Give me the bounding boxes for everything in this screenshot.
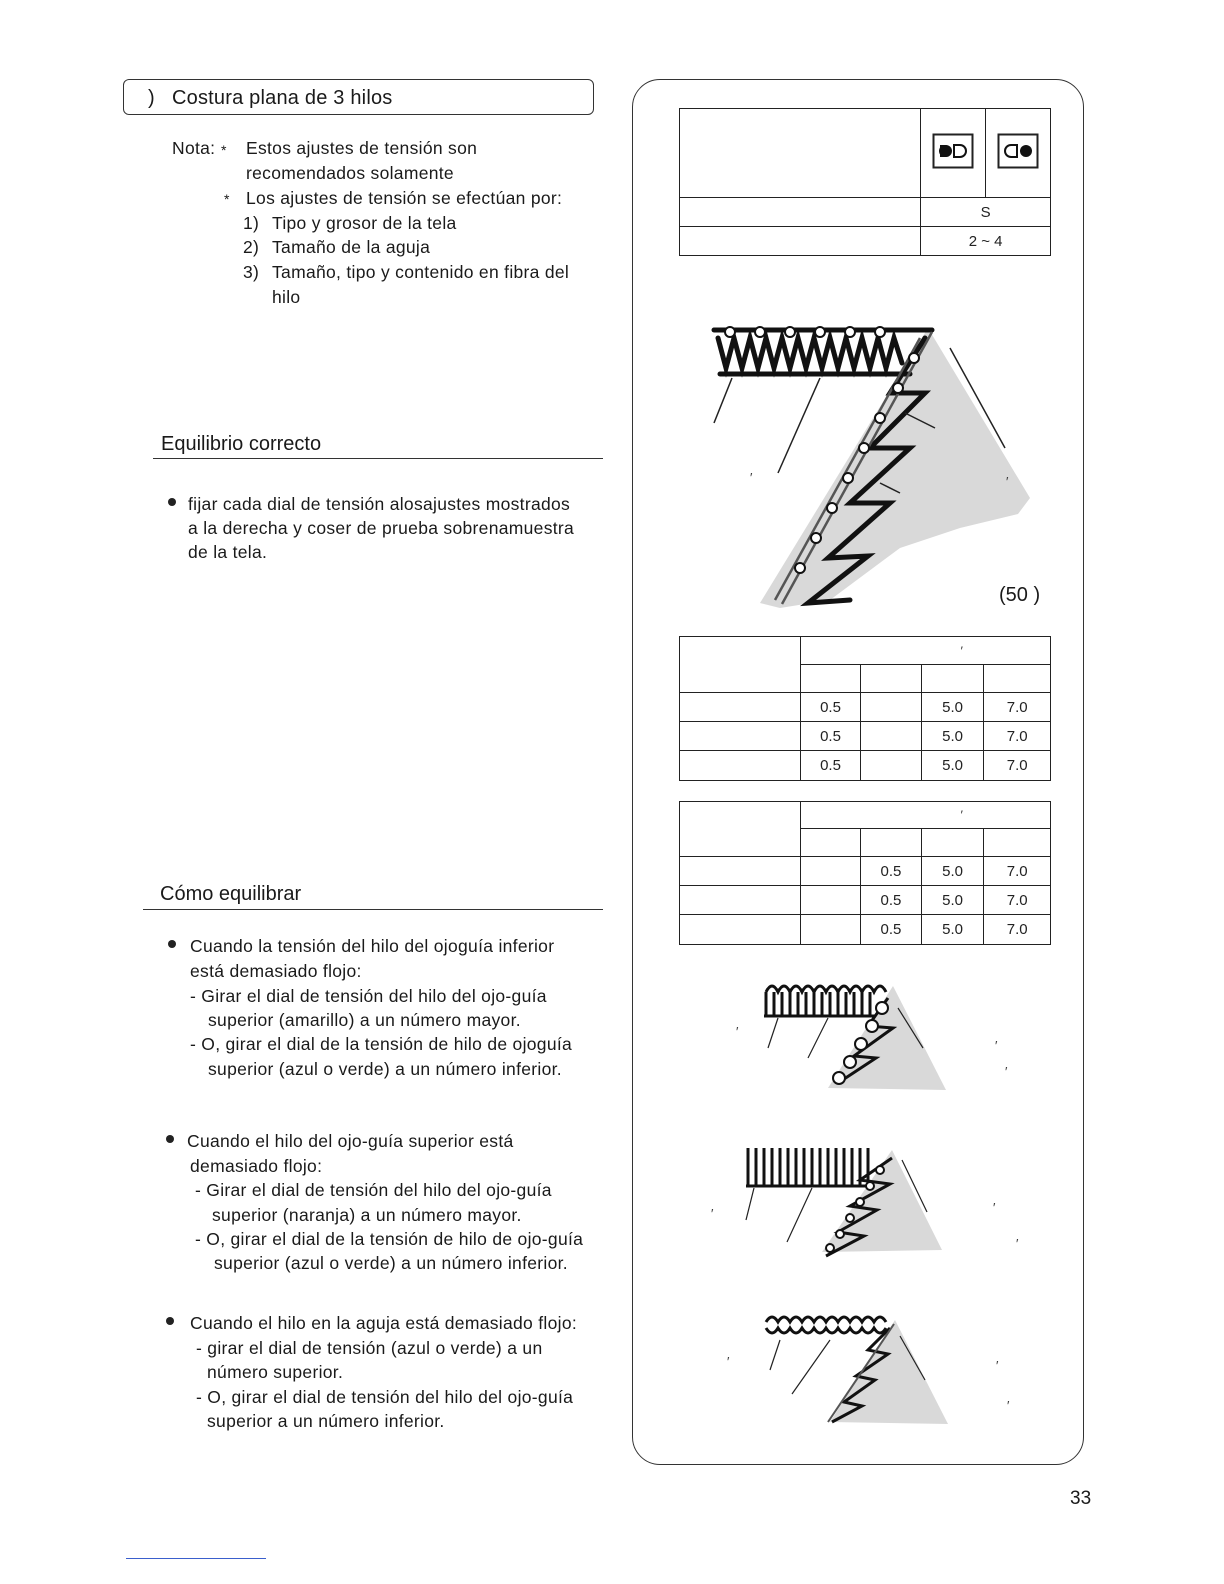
heading-how-to-balance: Cómo equilibrar: [160, 883, 302, 905]
section-title-box: [123, 79, 594, 115]
table-b-cell: 5.0: [921, 886, 984, 915]
page-number: 33: [1070, 1488, 1092, 1509]
table-b-cell: 5.0: [921, 857, 984, 886]
b3-line-1: Cuando el hilo en la aguja está demasiado flojo:: [190, 1313, 578, 1333]
footer-line: [126, 1558, 266, 1559]
note-item-1-text: Tipo y grosor de la tela: [272, 213, 457, 233]
stitch-illustration-needle-loose: [760, 1310, 955, 1428]
note-line-3: Los ajustes de tensión se efectúan por:: [246, 188, 563, 208]
settings-table: [679, 108, 1051, 256]
stitch-illustration-upper-loose: [742, 1140, 947, 1260]
table-b-cell: 0.5: [861, 857, 922, 886]
correct-line-3: de la tela.: [188, 542, 268, 562]
note-star-2: *: [224, 191, 230, 207]
bullet-dot: [168, 940, 176, 948]
b2-line-1: Cuando el hilo del ojo-guía superior está: [187, 1131, 514, 1151]
table-a-cell: 7.0: [984, 751, 1051, 781]
bullet-dot: [166, 1317, 174, 1325]
b3-sub1-line-2: número superior.: [207, 1362, 344, 1382]
b1-line-2: está demasiado flojo:: [190, 961, 362, 981]
table-b-cell: 5.0: [921, 915, 984, 945]
table-b-cell: 7.0: [984, 915, 1051, 945]
note-line-1: Estos ajustes de tensión son: [246, 138, 478, 158]
b1-sub1-line-2: superior (amarillo) a un número mayor.: [208, 1010, 521, 1030]
table-b-cell: [800, 857, 860, 886]
table-a-cell: 0.5: [800, 751, 861, 781]
stitch-illustration-lower-loose: [758, 978, 953, 1093]
b3-sub2-line-1: - O, girar el dial de tensión del hilo del ojo-guía: [196, 1387, 574, 1407]
b2-sub1-line-2: superior (naranja) a un número mayor.: [212, 1205, 522, 1225]
correct-line-2: a la derecha y coser de prueba sobrenamuestra: [188, 518, 575, 538]
settings-label-cell: [680, 109, 921, 198]
b3-sub1-line-1: - girar el dial de tensión (azul o verde) a un: [196, 1338, 543, 1358]
table-a-header-mark: ′: [800, 637, 1050, 665]
heading-rule: [143, 909, 603, 910]
table-b-cell: 7.0: [984, 857, 1051, 886]
title-paren: ): [148, 87, 155, 109]
b1-sub2-line-2: superior (azul o verde) a un número inferior.: [208, 1059, 562, 1079]
note-item-3-num: 3): [243, 262, 260, 282]
tension-table-a: [679, 636, 1051, 781]
table-b-cell: [800, 915, 860, 945]
table-b-header-label: [680, 802, 801, 857]
heading-correct-balance: Equilibrio correcto: [161, 433, 322, 455]
thread-guide-right-icon: [997, 133, 1039, 169]
b3-sub2-line-2: superior a un número inferior.: [207, 1411, 445, 1431]
table-b-cell: [800, 886, 860, 915]
table-a-cell: [861, 751, 921, 781]
thread-guide-left-icon: [932, 133, 974, 169]
table-a-cell: 5.0: [921, 722, 984, 751]
table-a-header-label: [680, 637, 801, 693]
table-b-cell: 0.5: [861, 915, 922, 945]
table-b-header-mark: ′: [800, 802, 1050, 829]
settings-row-label: [680, 227, 921, 256]
table-a-cell: 5.0: [921, 751, 984, 781]
b1-line-1: Cuando la tensión del hilo del ojoguía inferior: [190, 936, 555, 956]
note-item-3-text: Tamaño, tipo y contenido en fibra del: [272, 262, 570, 282]
b2-sub2-line-2: superior (azul o verde) a un número inferior.: [214, 1253, 568, 1273]
note-label: Nota:: [172, 138, 216, 158]
table-a-cell: 0.5: [800, 722, 861, 751]
table-a-cell: 0.5: [800, 693, 861, 722]
table-b-cell: 7.0: [984, 886, 1051, 915]
settings-icon-cell: [921, 109, 986, 198]
settings-row-label: [680, 198, 921, 227]
b2-sub2-line-1: - O, girar el dial de la tensión de hilo de ojo-guía: [195, 1229, 584, 1249]
correct-stitch-illustration: [700, 318, 1040, 613]
table-a-cell: 7.0: [984, 722, 1051, 751]
note-line-2: recomendados solamente: [246, 163, 454, 183]
note-item-3-cont: hilo: [272, 287, 301, 307]
note-star-1: *: [221, 142, 227, 158]
b1-sub1-line-1: - Girar el dial de tensión del hilo del ojo-guía: [190, 986, 547, 1006]
table-a-cell: [861, 722, 921, 751]
settings-icon-cell: [986, 109, 1051, 198]
b2-line-2: demasiado flojo:: [190, 1156, 323, 1176]
note-item-2-text: Tamaño de la aguja: [272, 237, 431, 257]
table-b-cell: 0.5: [861, 886, 922, 915]
page-title: Costura plana de 3 hilos: [172, 87, 393, 109]
stitch-length-value: S: [921, 198, 1051, 227]
heading-rule: [153, 458, 603, 459]
bullet-dot: [166, 1135, 174, 1143]
table-a-cell: 5.0: [921, 693, 984, 722]
table-a-cell: [861, 693, 921, 722]
note-item-1-num: 1): [243, 213, 260, 233]
figure-label: (50 ): [999, 584, 1041, 606]
note-item-2-num: 2): [243, 237, 260, 257]
b1-sub2-line-1: - O, girar el dial de la tensión de hilo de ojoguía: [190, 1034, 573, 1054]
table-a-cell: 7.0: [984, 693, 1051, 722]
bullet-dot: [168, 498, 176, 506]
tension-table-b: [679, 801, 1051, 945]
correct-line-1: fijar cada dial de tensión alosajustes mostrados: [188, 494, 571, 514]
stitch-width-value: 2 ~ 4: [921, 227, 1051, 256]
b2-sub1-line-1: - Girar el dial de tensión del hilo del ojo-guía: [195, 1180, 552, 1200]
